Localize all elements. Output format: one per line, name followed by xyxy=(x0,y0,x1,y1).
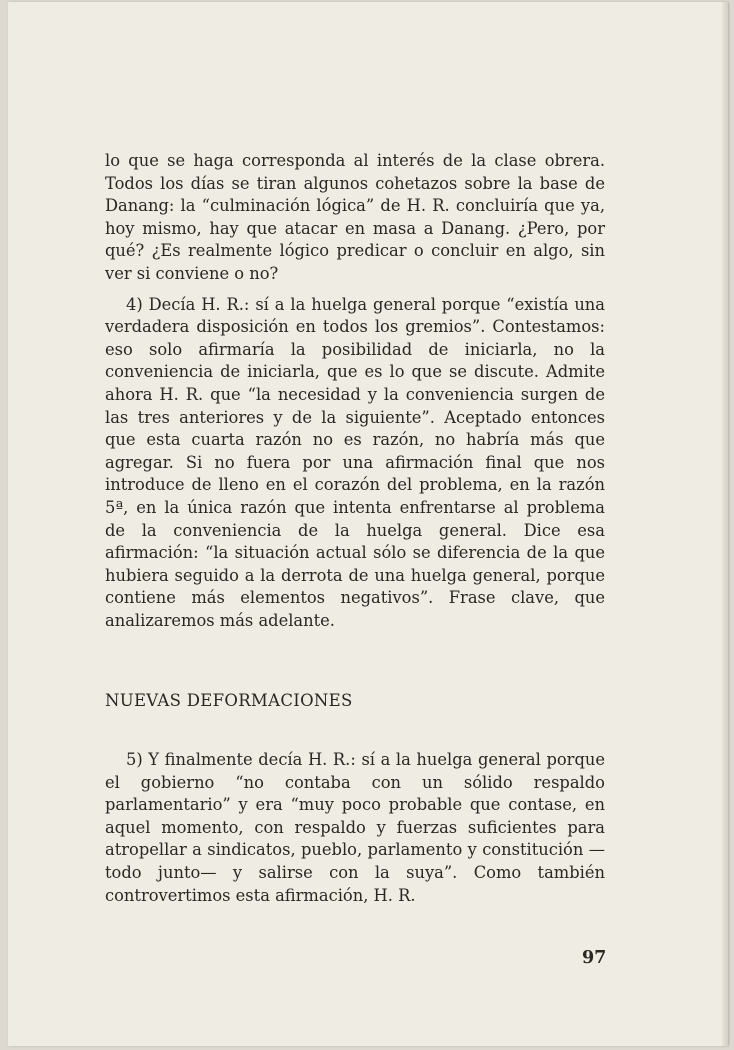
section-heading: NUEVAS DEFORMACIONES xyxy=(105,691,353,711)
body-text xyxy=(105,150,605,907)
page-number: 97 xyxy=(582,948,607,968)
page-edge xyxy=(722,2,728,1046)
paragraph-point-4: 4) Decía H. R.: sí a la huelga general porque “existía una verdadera disposición en todos los gremios”. Contestamos: eso solo afirmaría la posibilidad de iniciarla, no la conveniencia de iniciarla, que es lo que se discute. Admite ahora H. R. que “la necesidad y la conveniencia surgen de las tres anteriores y de la siguiente”. Aceptado entonces que esta cuarta razón no es razón, no habría más que agregar. Si no fuera por una afirmación final que nos introduce de lleno en el corazón del problema, en la razón 5ª, en la única razón que intenta enfrentarse al problema de la conveniencia de la huelga general. Dice esa afirmación: “la situación actual sólo se diferencia de la que hubiera seguido a la derrota de una huelga general, porque contiene más elementos negativos”. Frase clave, que analizaremos más adelante. xyxy=(105,294,605,630)
paragraph-continuation: lo que se haga corresponda al interés de la clase obrera. Todos los días se tiran algunos cohetazos sobre la base de Danang: la “culminación lógica” de H. R. concluiría que ya, hoy mismo, hay que atacar en masa a Danang. ¿Pero, por qué? ¿Es realmente lógico predicar o concluir en algo, sin ver si conviene o no? xyxy=(105,151,605,283)
book-page xyxy=(8,2,728,1046)
paragraph-point-5: 5) Y finalmente decía H. R.: sí a la huelga general porque el gobierno “no contaba con un sólido respaldo parlamentario” y era “muy poco probable que contase, en aquel momento, con respaldo y fuerzas suficientes para atropellar a sindicatos, pueblo, parlamento y constitución —todo junto— y salirse con la suya”. Como también controvertimos esta afirmación, H. R. xyxy=(105,750,605,905)
